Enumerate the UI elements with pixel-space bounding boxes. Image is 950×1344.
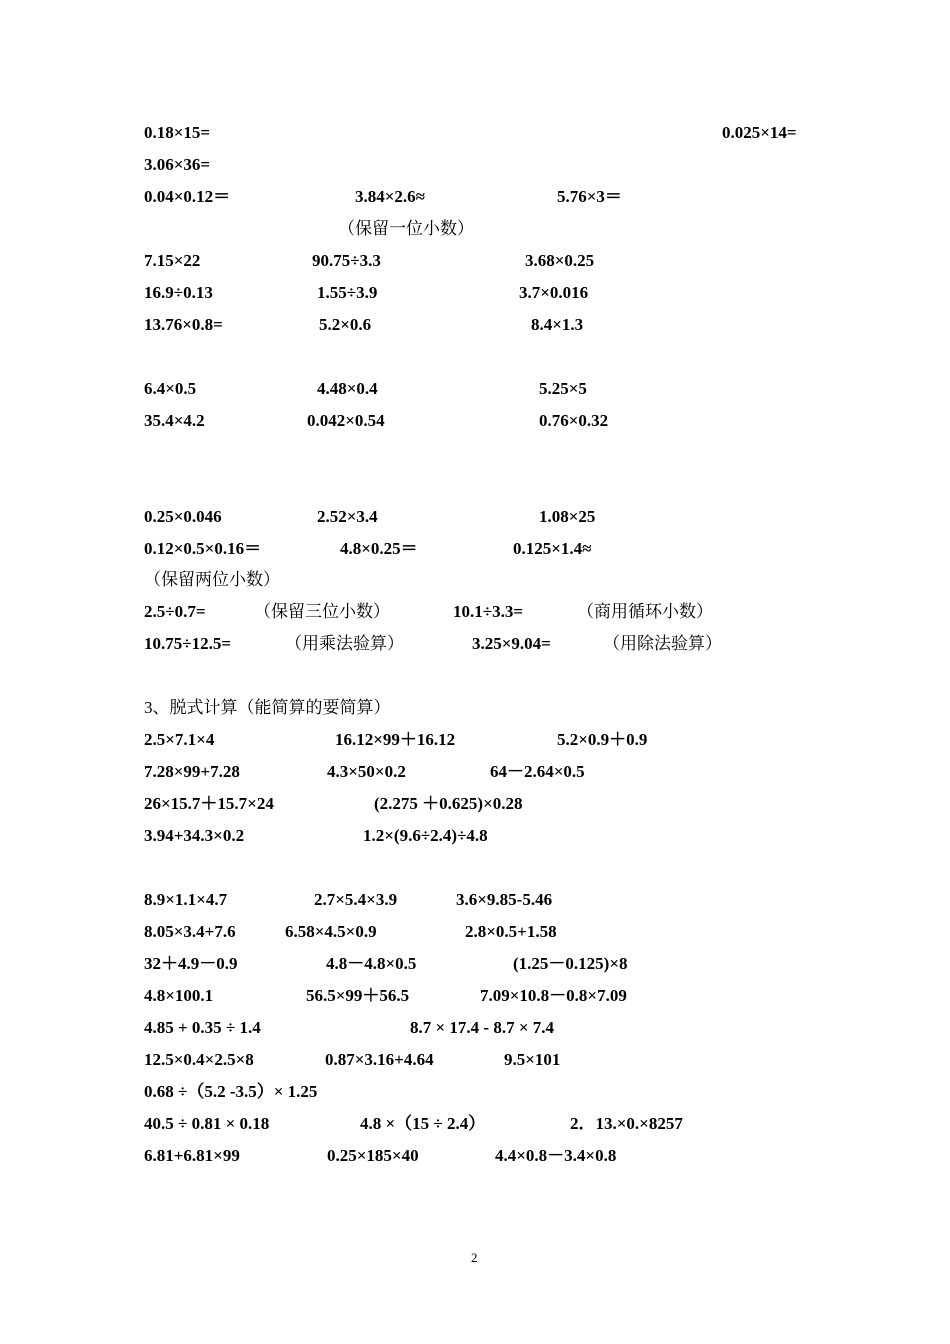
- problem: 8.05×3.4+7.6: [144, 922, 236, 941]
- problem: 0.18×15=: [144, 123, 211, 142]
- instruction-note: （保留一位小数）: [338, 219, 474, 238]
- problem: 1.55÷3.9: [317, 283, 378, 302]
- instruction-note: （保留两位小数）: [144, 570, 280, 589]
- problem: 2.5×7.1×4: [144, 730, 215, 749]
- problem: 4.8×0.25＝: [340, 539, 418, 558]
- problem: 0.76×0.32: [539, 411, 609, 430]
- problem: (1.25－0.125)×8: [513, 954, 628, 973]
- problem: 4.3×50×0.2: [327, 762, 406, 781]
- problem: 10.1÷3.3=: [453, 602, 524, 621]
- problem: 16.9÷0.13: [144, 283, 213, 302]
- problem: 12.5×0.4×2.5×8: [144, 1050, 254, 1069]
- problem: 8.4×1.3: [531, 315, 584, 334]
- problem: 5.76×3＝: [557, 187, 622, 206]
- problem: 3.06×36=: [144, 155, 211, 174]
- problem: 4.8－4.8×0.5: [326, 954, 417, 973]
- problem: 7.09×10.8－0.8×7.09: [480, 986, 627, 1005]
- problem: 4.8 ×（15 ÷ 2.4）: [360, 1114, 486, 1133]
- problem: 0.042×0.54: [307, 411, 385, 430]
- problem: 2.5÷0.7=: [144, 602, 206, 621]
- instruction-note: （用除法验算）: [603, 634, 722, 653]
- problem: 6.58×4.5×0.9: [285, 922, 377, 941]
- problem: 0.25×0.046: [144, 507, 222, 526]
- problem: 7.28×99+7.28: [144, 762, 240, 781]
- problem: 7.15×22: [144, 251, 201, 270]
- problem: 3.7×0.016: [519, 283, 589, 302]
- problem: 40.5 ÷ 0.81 × 0.18: [144, 1114, 270, 1133]
- problem: 0.68 ÷（5.2 -3.5）× 1.25: [144, 1082, 318, 1101]
- problem: 8.9×1.1×4.7: [144, 890, 228, 909]
- problem: 9.5×101: [504, 1050, 561, 1069]
- problem: 6.4×0.5: [144, 379, 197, 398]
- instruction-note: （商用循环小数）: [577, 602, 713, 621]
- problem: 3.84×2.6≈: [355, 187, 426, 206]
- problem: 3.68×0.25: [525, 251, 595, 270]
- problem: 3.25×9.04=: [472, 634, 551, 653]
- problem: 0.87×3.16+4.64: [325, 1050, 434, 1069]
- problem: 2.52×3.4: [317, 507, 378, 526]
- problem: 35.4×4.2: [144, 411, 205, 430]
- problem: 0.04×0.12＝: [144, 187, 231, 206]
- problem: 1.2×(9.6÷2.4)÷4.8: [363, 826, 488, 845]
- problem: 0.12×0.5×0.16＝: [144, 539, 262, 558]
- problem: 4.8×100.1: [144, 986, 214, 1005]
- page-number: 2: [471, 1250, 478, 1265]
- problem: 56.5×99＋56.5: [306, 986, 410, 1005]
- problem: 0.125×1.4≈: [513, 539, 592, 558]
- problem: 5.2×0.9＋0.9: [557, 730, 648, 749]
- problem: 5.2×0.6: [319, 315, 372, 334]
- problem: 3.6×9.85-5.46: [456, 890, 553, 909]
- problem: 8.7 × 17.4 - 8.7 × 7.4: [410, 1018, 555, 1037]
- problem: 5.25×5: [539, 379, 587, 398]
- problem: 4.85 + 0.35 ÷ 1.4: [144, 1018, 261, 1037]
- problem: (2.275 ＋0.625)×0.28: [374, 794, 523, 813]
- problem: 64－2.64×0.5: [490, 762, 585, 781]
- problem: 3.94+34.3×0.2: [144, 826, 245, 845]
- problem: 4.4×0.8－3.4×0.8: [495, 1146, 617, 1165]
- problem: 16.12×99＋16.12: [335, 730, 456, 749]
- instruction-note: （用乘法验算）: [285, 634, 404, 653]
- problem: 90.75÷3.3: [312, 251, 381, 270]
- problem: 6.81+6.81×99: [144, 1146, 240, 1165]
- problem: 10.75÷12.5=: [144, 634, 232, 653]
- problem: 32＋4.9－0.9: [144, 954, 238, 973]
- problem: 1.08×25: [539, 507, 596, 526]
- instruction-note: （保留三位小数）: [254, 602, 390, 621]
- problem: 2．13.×0.×8257: [570, 1114, 683, 1133]
- problem: 0.025×14=: [722, 123, 797, 142]
- problem: 13.76×0.8=: [144, 315, 223, 334]
- section-heading: 3、脱式计算（能简算的要简算）: [144, 698, 391, 717]
- problem: 4.48×0.4: [317, 379, 378, 398]
- problem: 2.8×0.5+1.58: [465, 922, 557, 941]
- problem: 2.7×5.4×3.9: [314, 890, 398, 909]
- problem: 26×15.7＋15.7×24: [144, 794, 274, 813]
- problem: 0.25×185×40: [327, 1146, 419, 1165]
